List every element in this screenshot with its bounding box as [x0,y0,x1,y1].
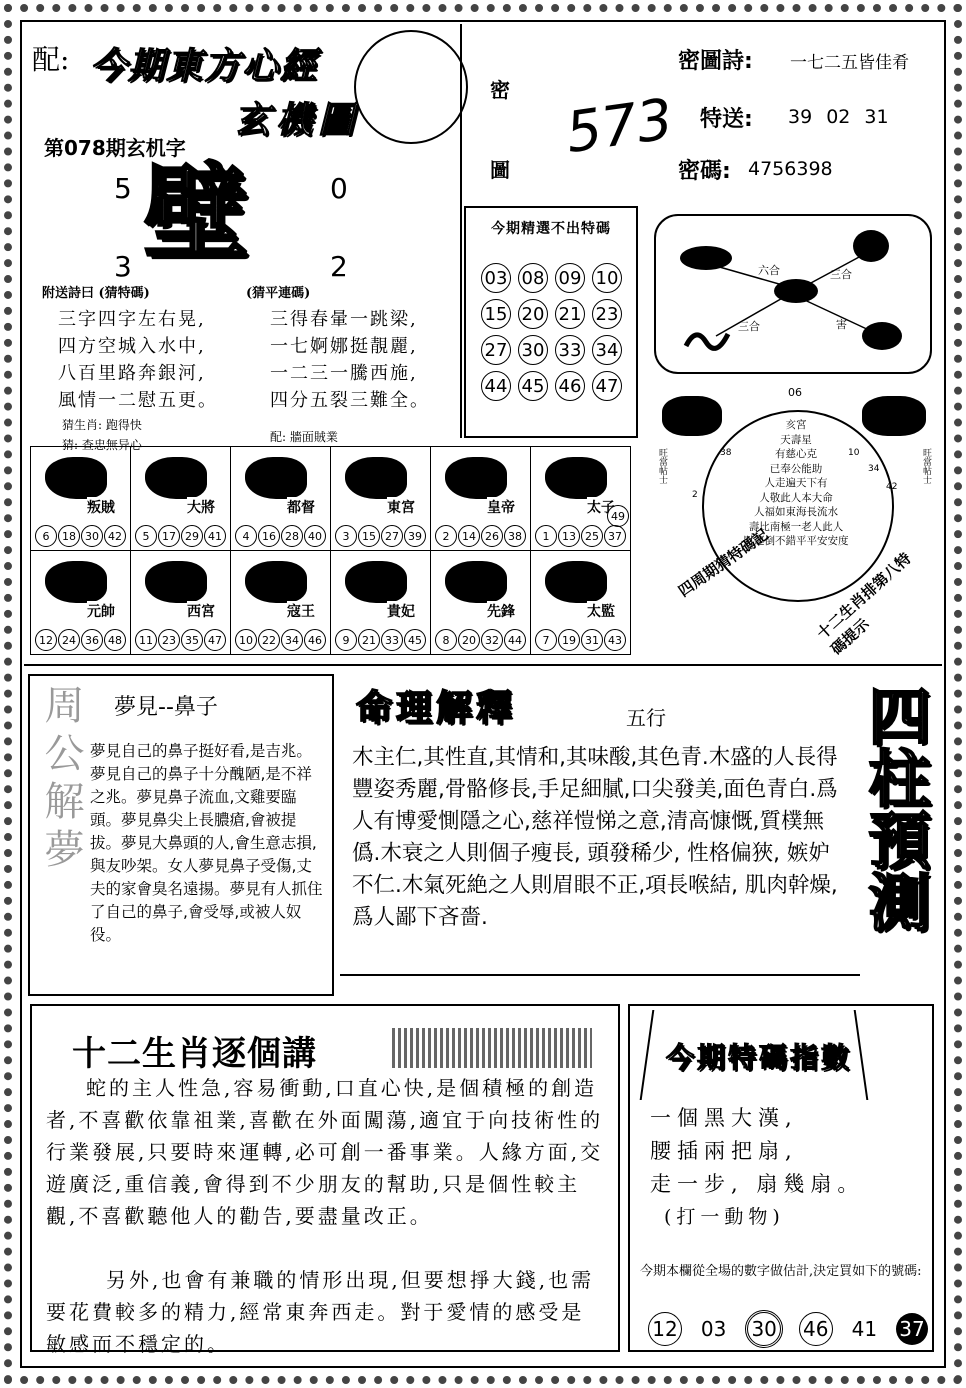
zodiac-number: 45 [404,629,426,651]
secret-map-panel [470,24,940,200]
zodiac-name: 大將 [187,497,215,517]
divider [24,664,942,666]
poem-right-header: (猜平連碼) [246,286,311,301]
special-index-riddle [650,1102,926,1234]
not-out-number: 10 [592,263,622,293]
snake-icon [686,334,728,348]
zodiac-number: 35 [181,629,203,651]
poem-line: 四方空城入水中, [58,336,206,357]
goat-icon [145,561,207,603]
round-line: 人敬此人本大命 [759,491,833,504]
zodiac-name: 先鋒 [487,601,515,621]
round-right-tag: 旺當帖士 [921,448,931,484]
poem-note-2: 猜: 查忠無异心 [62,438,142,452]
round-line: 亥宮 [785,419,807,431]
zodiac-number: 10 [235,629,257,651]
not-out-number: 27 [481,335,511,365]
dream-box [28,674,334,996]
zodiac-name: 東宮 [387,497,415,517]
zodiac-talk-p1: 蛇的主人性急,容易衝動,口直心快,是個積極的創造者,不喜歡依靠祖業,喜歡在外面闖蕩,適宜于向技術性的行業發展,只要時來運轉,必可創一番事業。人緣方面,交遊廣泛,重信義,會得到不少朋友的幫助,只是個性較主觀,不喜歡聽他人的勸告,要盡量改正。 [46,1076,604,1228]
tiger-icon [245,457,307,499]
not-out-number: 09 [555,263,585,293]
zodiac-number: 44 [504,629,526,651]
fortune-title: 命理解釋 [356,687,517,729]
zodiac-number: 33 [381,629,403,651]
secret-poem-value: 一七二五皆佳肴 [790,53,909,73]
grass-icon [854,1010,919,1100]
dream-title: 夢見--鼻子 [114,695,218,720]
ring-number: 10 [848,448,860,458]
round-top-number: 06 [788,386,802,399]
goat-icon [862,322,902,350]
dream-watermark: 周公解夢 [38,684,84,876]
zodiac-cell [130,446,231,551]
zodiac-number: 6 [35,525,57,547]
zodiac-number: 22 [258,629,280,651]
round-bottom-right: 十二生肖排第八特碼提示 [813,549,915,659]
zodiac-name: 貴妃 [387,601,415,621]
zodiac-numbers [335,629,427,651]
riddle-line: (打一動物) [664,1206,785,1228]
zodiac-number: 27 [381,525,403,547]
monkey-icon [245,561,307,603]
poem-left-header: 附送詩曰 (猜特碼) [42,286,150,301]
zodiac-number: 24 [58,629,80,651]
snake-icon [545,457,607,499]
zodiac-cell [230,446,331,551]
poem-note-1: 猜生肖: 跑得快 [62,418,142,432]
zodiac-numbers [235,525,327,547]
poem-line: 八百里路奔銀河, [58,363,206,384]
zodiac-numbers [535,525,627,547]
ring-number: 2 [692,490,698,500]
zodiac-number: 2 [435,525,457,547]
special-index-title: 今期特碼指數 [666,1041,853,1074]
zodiac-cell [30,446,131,551]
rabbit-icon [345,457,407,499]
zodiac-number: 40 [304,525,326,547]
divider [340,974,860,976]
zodiac-number: 16 [258,525,280,547]
poem-line: 一七婀娜挺靚麗, [270,336,418,357]
special-number: 30 [745,1310,783,1348]
zodiac-number: 25 [581,525,603,547]
round-left-tag: 旺當帖士 [657,448,667,484]
special-value: 39 02 31 [788,106,889,128]
fortune-side-title: 四柱預測 [858,684,931,932]
riddle-line: 一個黑大漢, [650,1106,798,1130]
special-number: 12 [648,1312,682,1346]
round-line: 有慈心克 [775,448,817,460]
zodiac-number: 36 [81,629,103,651]
zodiac-talk-p2: 另外,也會有兼職的情形出現,但要想掙大錢,也需要花費較多的精力,經常東奔西走。對于愛情的感受是敏感而不穩定的。 [46,1268,595,1356]
poem-right [270,306,460,414]
zodiac-cell [430,550,531,655]
harmony-label: 三合 [738,320,760,333]
round-line: 已奉公能助 [769,462,823,475]
dragon-icon [445,457,507,499]
zodiac-number: 39 [404,525,426,547]
zodiac-number: 17 [158,525,180,547]
zodiac-name: 西宮 [187,601,215,621]
round-center-text [704,418,888,549]
zodiac-cell [330,446,431,551]
zodiac-name: 元帥 [87,601,115,621]
zodiac-number: 23 [158,629,180,651]
zodiac-numbers [335,525,427,547]
special-number: 03 [700,1317,727,1341]
corner-bl: 3 [114,250,132,283]
zodiac-name: 太監 [587,601,615,621]
zodiac-number: 41 [204,525,226,547]
zodiac-number: 18 [58,525,80,547]
zodiac-cell [230,550,331,655]
zodiac-numbers [135,629,227,651]
special-index-note: 今期本欄從全場的數字做估計,決定買如下的號碼: [640,1264,922,1279]
zodiac-cell [330,550,431,655]
zodiac-number: 14 [458,525,480,547]
zodiac-cell [430,446,531,551]
ox-icon [145,457,207,499]
dream-text: 夢見自己的鼻子挺好看,是吉兆。夢見自己的鼻子十分醜陋,是不祥之兆。夢見鼻子流血,文雞要臨頭。夢見鼻尖上長膿瘡,會被提拔。夢見大鼻頭的人,會生意志損,與友吵架。女人夢見鼻子受傷,丈夫的家會臭名遠揚。夢見有人抓住了自己的鼻子,會受辱,或被人奴役。 [90,742,323,944]
riddle-line: 腰插兩把扇, [650,1139,798,1163]
zodiac-number: 11 [135,629,157,651]
not-out-number: 33 [555,335,585,365]
zodiac-name: 都督 [287,497,315,517]
round-line: 壽比南極一老人此人 [748,520,844,533]
special-index-box [628,1004,934,1352]
circle-emblem [354,30,468,144]
zodiac-number: 46 [304,629,326,651]
corner-tl: 5 [114,172,132,205]
zodiac-number: 3 [335,525,357,547]
not-out-number: 21 [555,299,585,329]
noise-graphic [392,1028,592,1068]
zodiac-numbers [35,629,127,651]
title-prefix: 配: [32,43,70,76]
ring-number: 42 [886,482,898,492]
poem-note-3: 配: 牆面賊業 [270,430,338,444]
zodiac-number: 47 [204,629,226,651]
rooster-icon [853,230,889,262]
not-out-number: 47 [592,371,622,401]
rooster-icon [345,561,407,603]
not-out-number: 08 [518,263,548,293]
special-number: 41 [851,1317,878,1341]
zodiac-numbers [435,525,527,547]
rat-icon [45,457,107,499]
poem-line: 三得春暈一跳梁, [270,309,418,330]
zodiac-numbers [535,629,627,651]
harmony-label: 害 [836,318,847,331]
not-out-number: 46 [555,371,585,401]
not-out-number: 44 [481,371,511,401]
fortune-text: 木主仁,其性直,其情和,其味酸,其色青.木盛的人長得豐姿秀麗,骨骼修長,手足細膩,口尖發美,面色青白.爲人有博愛惻隱之心,慈祥愷悌之意,清高慷慨,質樸無僞.木衰之人則個子瘦長, 頭發稀少, 性格偏狹, 嫉妒不仁.木氣死絶之人則眉眼不正,項長喉結, 肌肉幹燥, 爲人鄙下吝嗇. [352,745,838,930]
not-out-number: 34 [592,335,622,365]
issue-label: 第078期玄机字 [44,136,186,160]
round-line: 人走遍天下有 [764,477,828,489]
zodiac-number: 13 [558,525,580,547]
ring-number: 34 [868,464,880,474]
pig-icon [545,561,607,603]
harmony-box [654,214,932,374]
zodiac-number: 9 [335,629,357,651]
harmony-diagram [656,216,930,372]
zodiac-extra-number: 49 [607,505,629,527]
zodiac-name: 叛賊 [87,497,115,517]
harmony-label: 六合 [758,264,780,277]
zodiac-number: 5 [135,525,157,547]
zodiac-number: 29 [181,525,203,547]
zodiac-numbers [135,525,227,547]
zodiac-number: 26 [481,525,503,547]
ox-icon [774,279,818,303]
zodiac-number: 42 [104,525,126,547]
zodiac-name: 寇王 [287,601,315,621]
fortune-box [340,674,934,996]
special-number: 46 [799,1312,833,1346]
rat-icon [680,246,732,270]
zodiac-name: 皇帝 [487,497,515,517]
code-value: 4756398 [748,158,833,180]
harmony-label: 三合 [830,268,852,281]
poem-line: 風情一二慰五更。 [58,390,218,411]
special-index-numbers [648,1310,928,1348]
zodiac-cell [130,550,231,655]
round-line: 人福如東海長流水 [754,506,838,518]
zodiac-number: 8 [435,629,457,651]
not-out-number: 03 [481,263,511,293]
divider [460,24,462,438]
not-out-number: 30 [518,335,548,365]
corner-br: 2 [330,250,348,283]
zodiac-numbers [435,629,527,651]
zodiac-number: 37 [604,525,626,547]
zodiac-number: 20 [458,629,480,651]
round-chart [652,384,940,660]
zodiac-number: 32 [481,629,503,651]
zodiac-cell [30,550,131,655]
zodiac-number: 34 [281,629,303,651]
zodiac-number: 1 [535,525,557,547]
zodiac-number: 28 [281,525,303,547]
not-out-number: 20 [518,299,548,329]
not-out-grid [478,260,628,404]
zodiac-numbers [235,629,327,651]
poem-left [58,306,248,414]
zodiac-talk-box [30,1004,620,1356]
main-title: 今期東方心經 [90,45,319,87]
zodiac-number: 15 [358,525,380,547]
top-left-panel [24,24,460,452]
zodiac-cell [530,446,631,551]
special-label: 特送: [700,107,753,132]
poem-line: 三字四字左右晃, [58,309,206,330]
zodiac-number: 7 [535,629,557,651]
secret-scribble: 573 [561,86,677,167]
zodiac-number: 38 [504,525,526,547]
special-number: 37 [896,1313,928,1345]
round-bottom-left: 四周期猜特碼記 [675,525,772,601]
zodiac-number: 31 [581,629,603,651]
poem-line: 四分五裂三難全。 [270,390,430,411]
zodiac-number: 48 [104,629,126,651]
zodiac-number: 30 [81,525,103,547]
round-line: 天壽星 [780,433,812,446]
mystery-character: 壁 [144,151,249,274]
not-out-number: 45 [518,371,548,401]
secret-label-bottom: 圖 [490,158,510,182]
secret-label-top: 密 [490,78,510,102]
corner-tr: 0 [330,172,348,205]
zodiac-number: 4 [235,525,257,547]
fortune-subtitle: 五行 [626,706,666,730]
not-out-title: 今期精選不出特碼 [491,221,611,237]
zodiac-number: 43 [604,629,626,651]
zodiac-talk-title: 十二生肖逐個講 [72,1034,317,1074]
not-out-number: 23 [592,299,622,329]
zodiac-numbers [35,525,127,547]
zodiac-cell [530,550,631,655]
dog-icon [445,561,507,603]
round-line: 財運倒不錯平平安安度 [743,535,849,547]
poem-line: 一二三一騰西施, [270,363,418,384]
zodiac-number: 21 [358,629,380,651]
secret-poem-label: 密圖詩: [678,49,753,74]
main-subtitle: 玄機圖 [234,99,361,141]
code-label: 密碼: [678,159,731,184]
ring-number: 38 [720,448,732,458]
zodiac-number: 12 [35,629,57,651]
zodiac-grid [30,446,632,654]
zodiac-number: 19 [558,629,580,651]
not-out-box [464,206,638,438]
zodiac-name: 太子 [587,497,615,517]
not-out-number: 15 [481,299,511,329]
horse-icon [45,561,107,603]
riddle-line: 走一步, 扇幾扇。 [650,1172,865,1196]
